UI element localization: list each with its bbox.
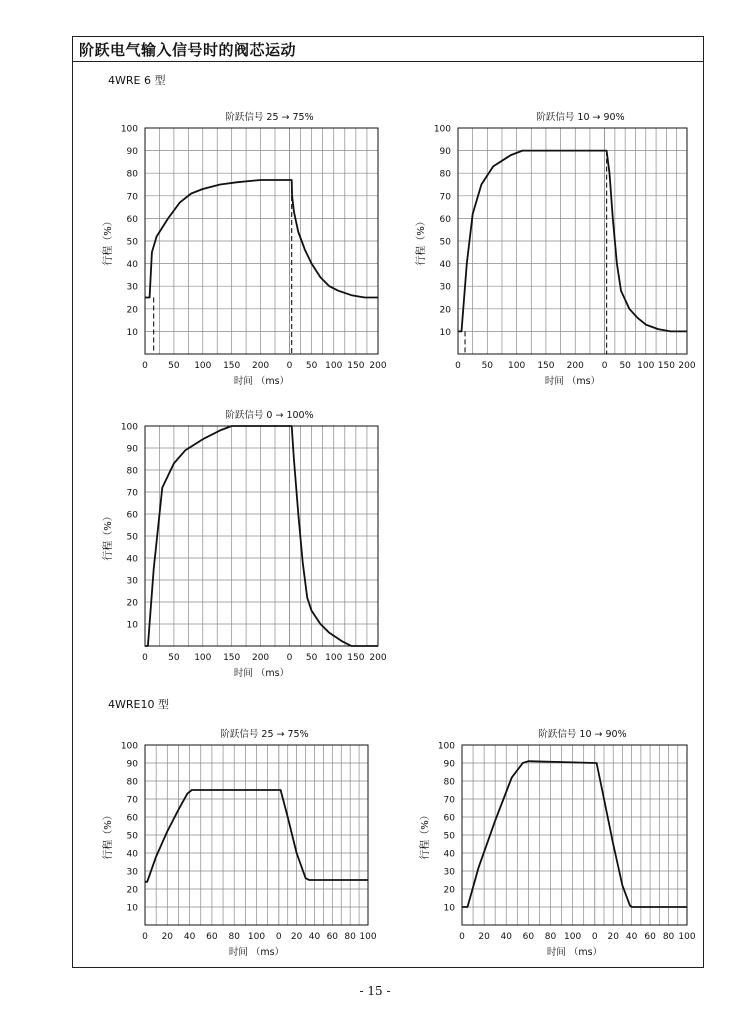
y-tick-label: 30 [126, 867, 138, 878]
chart-4wre6-0-100 [95, 406, 395, 686]
x-tick-label: 100 [508, 361, 526, 371]
x-tick-label: 40 [500, 932, 512, 942]
y-tick-label: 40 [439, 260, 451, 271]
y-axis-label: 行程（%） [416, 216, 427, 266]
x-tick-label: 50 [168, 361, 180, 371]
y-tick-label: 90 [126, 444, 138, 455]
x-tick-label: 40 [625, 932, 638, 942]
x-axis-label: 时间 （ms） [544, 376, 601, 387]
x-tick-label: 150 [223, 361, 241, 371]
x-tick-label: 0 [591, 932, 598, 942]
x-tick-label: 100 [194, 653, 212, 663]
y-tick-label: 70 [126, 192, 138, 203]
chart-title: 阶跃信号 10 → 90% [538, 729, 627, 740]
x-tick-label: 50 [305, 361, 318, 371]
x-tick-label: 50 [168, 653, 180, 663]
x-tick-label: 200 [251, 361, 270, 371]
x-tick-label: 100 [359, 932, 377, 942]
x-tick-label: 150 [347, 361, 365, 371]
y-tick-label: 100 [433, 124, 451, 135]
x-tick-label: 200 [566, 361, 584, 371]
y-tick-label: 100 [120, 741, 138, 752]
y-tick-label: 50 [443, 831, 455, 842]
y-tick-label: 10 [439, 327, 451, 338]
x-tick-label: 150 [223, 653, 241, 663]
x-tick-label: 0 [142, 932, 148, 942]
x-tick-label: 80 [344, 932, 356, 942]
x-axis-label: 时间 （ms） [233, 376, 290, 387]
y-tick-label: 70 [126, 795, 138, 806]
y-tick-label: 30 [126, 576, 138, 587]
y-tick-label: 90 [443, 759, 455, 770]
y-tick-label: 60 [439, 214, 451, 225]
y-tick-label: 10 [126, 620, 138, 631]
y-tick-label: 20 [443, 885, 455, 896]
grid [145, 745, 368, 925]
x-axis-label: 时间 （ms） [546, 947, 603, 958]
x-axis-label: 时间 （ms） [228, 947, 285, 958]
y-tick-label: 60 [443, 813, 455, 824]
x-tick-label: 50 [619, 361, 631, 371]
x-tick-label: 80 [544, 932, 557, 942]
y-tick-label: 10 [126, 327, 138, 338]
y-tick-label: 70 [439, 192, 451, 203]
y-tick-label: 80 [443, 777, 455, 788]
x-tick-label: 60 [644, 932, 656, 942]
y-tick-label: 60 [126, 813, 138, 824]
x-tick-label: 200 [251, 653, 270, 663]
y-tick-label: 80 [126, 777, 138, 788]
x-tick-label: 20 [607, 932, 619, 942]
x-tick-label: 20 [290, 932, 303, 942]
x-axis-label: 时间 （ms） [233, 668, 290, 679]
y-tick-label: 50 [126, 237, 138, 248]
y-tick-label: 100 [120, 124, 138, 135]
x-tick-label: 100 [247, 932, 266, 942]
x-tick-label: 200 [369, 653, 387, 663]
y-tick-label: 20 [439, 305, 451, 316]
x-tick-label: 0 [459, 932, 465, 942]
y-tick-label: 50 [126, 831, 138, 842]
y-axis-label: 行程（%） [103, 216, 114, 266]
x-tick-label: 40 [183, 932, 196, 942]
y-tick-label: 80 [439, 169, 451, 180]
page-title: 阶跃电气输入信号时的阀芯运动 [79, 41, 297, 59]
x-tick-label: 50 [305, 653, 318, 663]
x-tick-label: 100 [678, 932, 696, 942]
y-tick-label: 20 [126, 305, 138, 316]
chart-4wre10-10-90 [410, 725, 710, 965]
x-tick-label: 150 [347, 653, 365, 663]
y-tick-label: 100 [437, 741, 455, 752]
grid [458, 128, 687, 354]
x-tick-label: 60 [522, 932, 535, 942]
x-tick-label: 0 [275, 932, 282, 942]
y-tick-label: 90 [126, 147, 138, 158]
x-tick-label: 60 [206, 932, 218, 942]
y-tick-label: 40 [443, 849, 455, 860]
y-tick-label: 80 [126, 169, 138, 180]
chart-4wre10-25-75 [95, 725, 395, 965]
x-tick-label: 100 [325, 653, 343, 663]
x-tick-label: 0 [142, 653, 148, 663]
y-tick-label: 10 [126, 903, 138, 914]
y-axis-label: 行程（%） [420, 810, 431, 860]
x-tick-label: 80 [228, 932, 240, 942]
y-tick-label: 50 [126, 532, 138, 543]
x-tick-label: 80 [662, 932, 675, 942]
y-tick-label: 60 [126, 214, 138, 225]
y-tick-label: 40 [126, 554, 138, 565]
x-tick-label: 20 [161, 932, 174, 942]
x-tick-label: 0 [286, 361, 293, 371]
y-tick-label: 60 [126, 510, 138, 521]
page-number: - 15 - [359, 984, 391, 998]
chart-title: 阶跃信号 0 → 100% [225, 410, 314, 421]
y-tick-label: 80 [126, 466, 138, 477]
title-divider [73, 61, 703, 62]
x-tick-label: 100 [637, 361, 655, 371]
x-tick-label: 0 [142, 361, 148, 371]
y-tick-label: 10 [443, 903, 455, 914]
y-tick-label: 70 [443, 795, 455, 806]
y-tick-label: 50 [439, 237, 451, 248]
x-tick-label: 200 [369, 361, 387, 371]
y-tick-label: 30 [126, 282, 138, 293]
y-tick-label: 30 [439, 282, 451, 293]
chart-4wre6-25-75 [95, 108, 395, 388]
x-tick-label: 0 [601, 361, 608, 371]
y-tick-label: 40 [126, 260, 138, 271]
x-tick-label: 50 [481, 361, 494, 371]
y-tick-label: 20 [126, 885, 138, 896]
x-tick-label: 60 [326, 932, 339, 942]
x-tick-label: 0 [286, 653, 293, 663]
grid [145, 128, 378, 354]
y-tick-label: 20 [126, 598, 138, 609]
y-tick-label: 100 [120, 422, 138, 433]
chart-title: 阶跃信号 25 → 75% [220, 729, 309, 740]
y-tick-label: 70 [126, 488, 138, 499]
x-tick-label: 100 [564, 932, 582, 942]
x-tick-label: 150 [657, 361, 675, 371]
x-tick-label: 0 [455, 361, 461, 371]
chart-4wre6-10-90 [400, 108, 700, 388]
y-tick-label: 90 [439, 147, 451, 158]
grid [145, 426, 378, 646]
y-axis-label: 行程（%） [103, 511, 114, 561]
x-tick-label: 20 [478, 932, 490, 942]
chart-title: 阶跃信号 25 → 75% [225, 112, 314, 123]
x-tick-label: 40 [308, 932, 321, 942]
section-label-4wre6: 4WRE 6 型 [108, 74, 166, 87]
y-tick-label: 90 [126, 759, 138, 770]
y-axis-label: 行程（%） [103, 810, 114, 860]
x-tick-label: 100 [325, 361, 343, 371]
x-tick-label: 200 [678, 361, 696, 371]
x-tick-label: 150 [537, 361, 555, 371]
grid [462, 745, 687, 925]
y-tick-label: 30 [443, 867, 455, 878]
y-tick-label: 40 [126, 849, 138, 860]
chart-title: 阶跃信号 10 → 90% [536, 112, 625, 123]
section-label-4wre10: 4WRE10 型 [108, 698, 169, 711]
x-tick-label: 100 [194, 361, 212, 371]
